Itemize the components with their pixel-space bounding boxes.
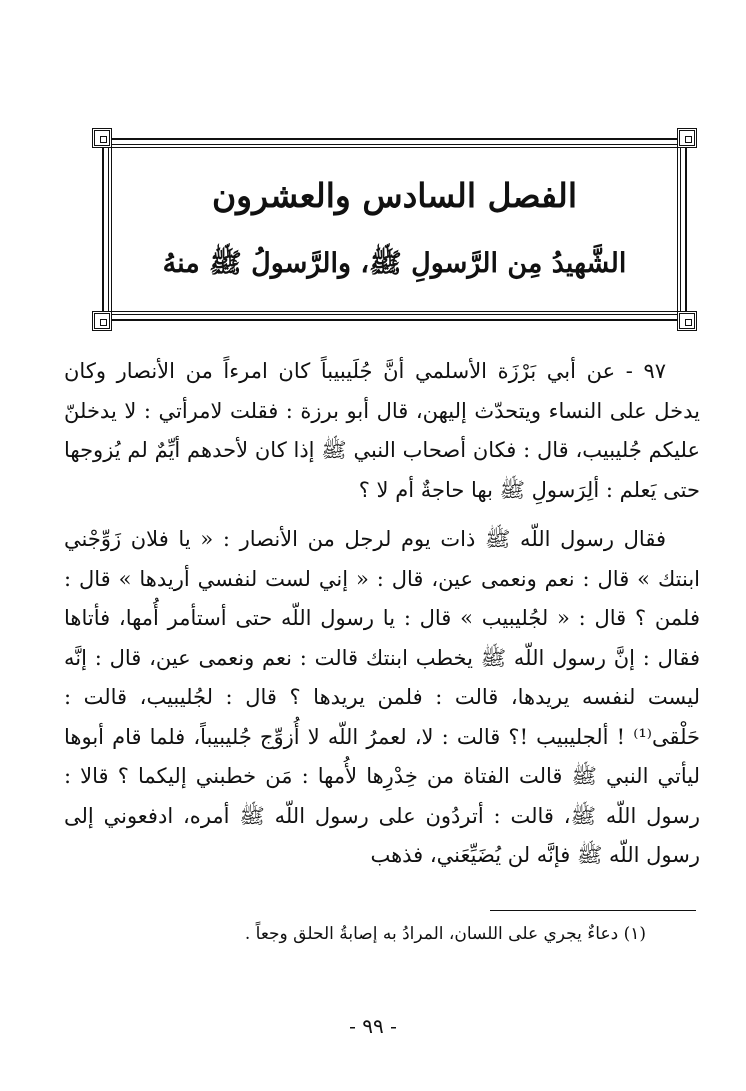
footnote: (١) دعاءٌ يجري على اللسان، المرادُ به إصابةُ الحلق وجعاً . bbox=[244, 924, 646, 944]
frame-corner-ornament bbox=[92, 311, 112, 331]
body-text bbox=[64, 352, 700, 876]
frame-corner-ornament bbox=[677, 128, 697, 148]
paragraph-story: فقال رسول اللّه ﷺ ذات يوم لرجل من الأنصار : « يا فلان زَوِّجْني ابنتك » قال : نعم ونعمى عين، قال : « إني لست لنفسي أريدها » قال : فلمن ؟ قال : « لجُليبيب » قال : يا رسول اللّه حتى أستأمر أُمها، فأتاها فقال : إنَّ رسول اللّه ﷺ يخطب ابنتك قالت : نعم ونعمى عين، قال : إنَّه ليست لنفسه يريدها، قالت : فلمن يريدها ؟ قال : لجُليبيب، قالت : حَلْقى⁽¹⁾ ! ألجليبيب !؟ قالت : لا، لعمرُ اللّه لا أُزوِّج جُليبيباً، فلما قام أبوها ليأتي النبي ﷺ قالت الفتاة من خِدْرِها لأُمها : مَن خطبني إليكما ؟ قالا : رسول اللّه ﷺ، قالت : أتردُون على رسول اللّه ﷺ أمره، ادفعوني إلى رسول اللّه ﷺ فإنَّه لن يُضَيِّعَني، فذهب bbox=[64, 527, 700, 867]
paragraph-hadith-97: ٩٧ - عن أبي بَرْزَة الأسلمي أنَّ جُلَيبيباً كان امرءاً من الأنصار وكان يدخل على النساء ويتحدّث إليهن، قال أبو برزة : فقلت لامرأتي : لا يدخلنّ عليكم جُليبيب، قال : فكان أصحاب النبي ﷺ إذا كان لأحدهم أيِّمٌ لم يُزوجها حتى يَعلم : ألِرَسولِ ﷺ بها حاجةٌ أم لا ؟ bbox=[64, 359, 700, 502]
chapter-heading-frame bbox=[92, 128, 697, 331]
page-number: - ٩٩ - bbox=[349, 1014, 397, 1038]
footnote-divider bbox=[490, 910, 696, 911]
frame-corner-ornament bbox=[92, 128, 112, 148]
frame-inner-border bbox=[108, 144, 681, 315]
frame-corner-ornament bbox=[677, 311, 697, 331]
chapter-title: الفصل السادس والعشرون bbox=[211, 176, 578, 215]
chapter-subtitle: الشَّهيدُ مِن الرَّسولِ ﷺ، والرَّسولُ ﷺ منهُ bbox=[162, 248, 627, 279]
